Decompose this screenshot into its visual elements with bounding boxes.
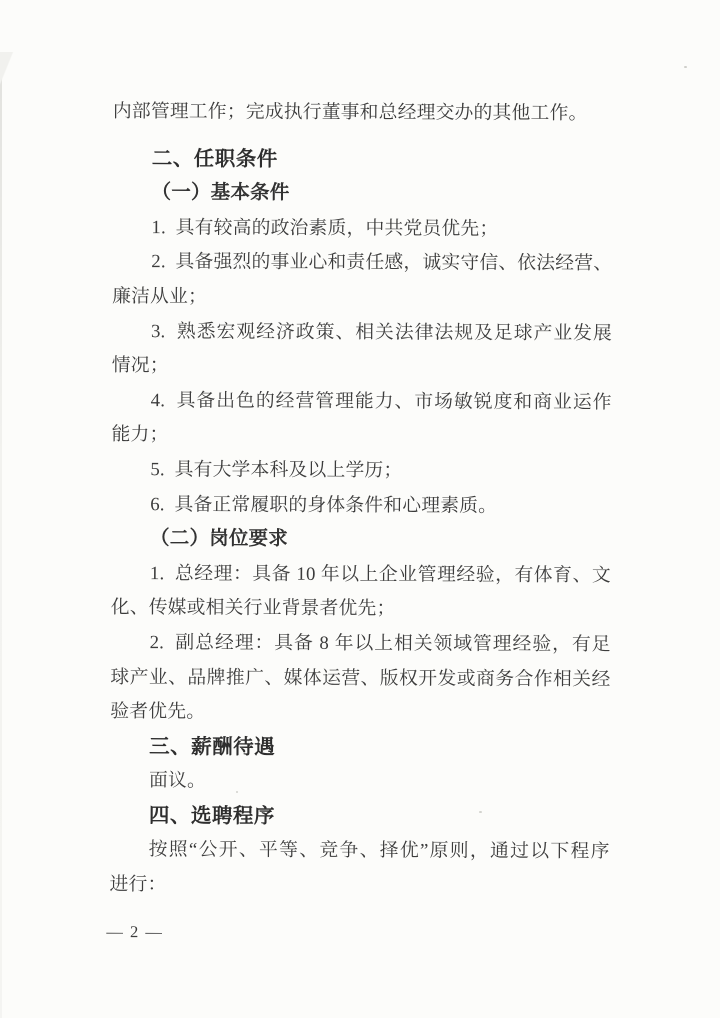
basic-item-3-continuation: 情况； [111, 355, 169, 377]
document-body [106, 95, 613, 997]
basic-item-3: 3. 熟悉宏观经济政策、相关法律法规及足球产业发展 [150, 320, 613, 344]
subheading-basic-requirements: （一）基本条件 [151, 182, 290, 204]
heading-qualifications: 二、任职条件 [151, 146, 278, 171]
paragraph-continuation: 内部管理工作；完成执行董事和总经理交办的其他工作。 [112, 100, 588, 125]
paragraph-procedure: 按照“公开、平等、竞争、择优”原则，通过以下程序 [148, 839, 610, 863]
position-item-1-continuation: 化、传媒或相关行业背景者优先； [110, 597, 396, 620]
subheading-position-requirements: （二）岗位要求 [150, 528, 289, 550]
basic-item-2-continuation: 廉洁从业； [112, 285, 208, 308]
basic-item-1: 1. 具有较高的政治素质，中共党员优先； [151, 216, 499, 240]
page-number: — 2 — [106, 921, 164, 942]
basic-item-6: 6. 具备正常履职的身体条件和心理素质。 [150, 493, 498, 517]
basic-item-2: 2. 具备强烈的事业心和责任感，诚实守信、依法经营、 [151, 251, 613, 275]
scan-edge-artifact [0, 78, 2, 1018]
position-item-1: 1. 总经理：具备 10 年以上企业管理经验，有体育、文 [149, 562, 611, 586]
basic-item-5: 5. 具有大学本科及以上学历； [150, 459, 403, 482]
position-item-2: 2. 副总经理：具备 8 年以上相关领域管理经验，有足 [149, 632, 611, 656]
basic-item-4: 4. 具备出色的经营管理能力、市场敏锐度和商业运作 [150, 389, 612, 413]
scan-corner-artifact [0, 52, 16, 86]
basic-item-4-continuation: 能力； [111, 424, 169, 446]
position-item-2-continuation: 球产业、品牌推广、媒体运营、版权开发或商务合作相关经 [110, 666, 611, 690]
paragraph-salary: 面议。 [148, 770, 207, 792]
heading-salary: 三、薪酬待遇 [149, 734, 276, 759]
dust-speck [684, 66, 687, 68]
heading-selection-procedure: 四、选聘程序 [148, 804, 275, 828]
position-item-2-continuation-end: 验者优先。 [110, 701, 206, 723]
paragraph-procedure-continuation: 进行： [109, 874, 167, 896]
